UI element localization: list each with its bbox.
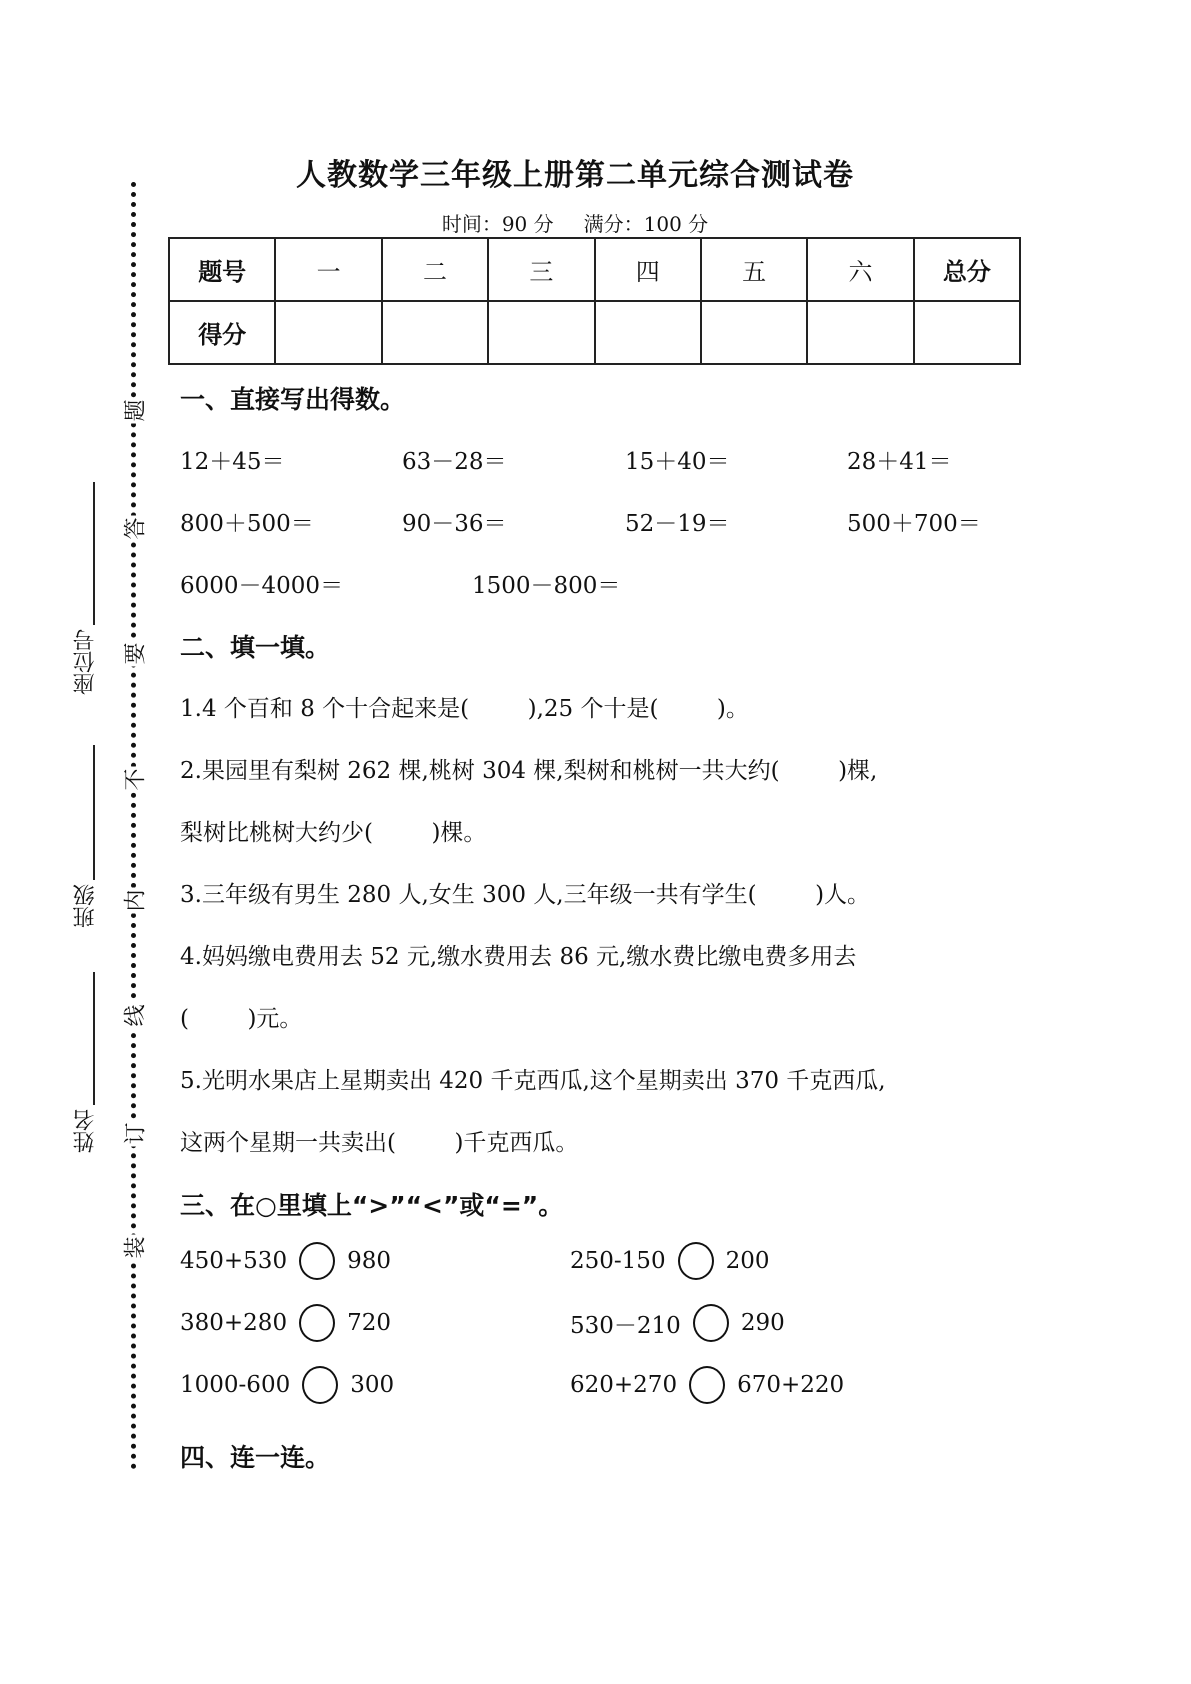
table-cell: 总分 bbox=[914, 238, 1020, 301]
page-title: 人教数学三年级上册第二单元综合测试卷 bbox=[296, 158, 854, 193]
table-cell: 六 bbox=[807, 238, 913, 301]
score-cell[interactable] bbox=[382, 301, 488, 364]
name-blank[interactable] bbox=[93, 972, 95, 1107]
margin-warning-char: 订 bbox=[119, 1121, 150, 1147]
class-label: 班级 bbox=[70, 880, 101, 932]
question-text: 1.4 个百和 8 个十合起来是( ),25 个十是( )。 bbox=[180, 696, 749, 722]
margin-warning-char: 线 bbox=[119, 1003, 150, 1029]
table-cell: 得分 bbox=[169, 301, 275, 364]
question-text: ( )元。 bbox=[180, 1006, 303, 1032]
answer-circle-icon[interactable] bbox=[302, 1366, 338, 1404]
calc-item: 63－28＝ bbox=[402, 449, 507, 475]
calc-item: 6000－4000＝ bbox=[180, 573, 344, 599]
calc-item: 500＋700＝ bbox=[847, 511, 981, 537]
seat-number-label: 座位号 bbox=[70, 625, 101, 699]
answer-circle-icon[interactable] bbox=[689, 1366, 725, 1404]
calc-item: 52－19＝ bbox=[625, 511, 730, 537]
compare-item: 530－210 290 bbox=[570, 1304, 785, 1342]
score-cell[interactable] bbox=[807, 301, 913, 364]
answer-circle-icon[interactable] bbox=[299, 1304, 335, 1342]
section-3-heading: 三、在○里填上“>”“<”或“=”。 bbox=[180, 1191, 564, 1220]
exam-info bbox=[0, 208, 1150, 237]
answer-circle-icon[interactable] bbox=[693, 1304, 729, 1342]
section-4-heading: 四、连一连。 bbox=[180, 1443, 331, 1472]
question-text: 这两个星期一共卖出( )千克西瓜。 bbox=[180, 1130, 579, 1156]
class-blank[interactable] bbox=[93, 745, 95, 885]
table-cell: 题号 bbox=[169, 238, 275, 301]
calc-item: 28＋41＝ bbox=[847, 449, 952, 475]
compare-item: 620+270 670+220 bbox=[570, 1366, 844, 1404]
compare-item: 380+280 720 bbox=[180, 1304, 391, 1342]
calc-item: 800＋500＝ bbox=[180, 511, 314, 537]
table-row-question-numbers bbox=[169, 238, 1020, 301]
margin-warning-char: 题 bbox=[119, 398, 150, 424]
compare-item: 1000-600 300 bbox=[180, 1366, 394, 1404]
table-cell: 三 bbox=[488, 238, 594, 301]
section-1-heading: 一、直接写出得数。 bbox=[180, 385, 406, 414]
seat-number-blank[interactable] bbox=[93, 482, 95, 632]
score-cell[interactable] bbox=[701, 301, 807, 364]
full-score: 满分：100 分 bbox=[583, 212, 709, 236]
section-2-heading: 二、填一填。 bbox=[180, 633, 331, 662]
name-label: 姓名 bbox=[70, 1105, 101, 1157]
margin-warning-char: 内 bbox=[119, 888, 150, 914]
score-cell[interactable] bbox=[488, 301, 594, 364]
margin-warning-char: 要 bbox=[119, 641, 150, 667]
score-cell[interactable] bbox=[595, 301, 701, 364]
table-row-scores bbox=[169, 301, 1020, 364]
calc-item: 12＋45＝ bbox=[180, 449, 285, 475]
time-limit: 时间：90 分 bbox=[441, 212, 554, 236]
score-cell[interactable] bbox=[914, 301, 1020, 364]
question-text: 2.果园里有梨树 262 棵,桃树 304 棵,梨树和桃树一共大约( )棵, bbox=[180, 758, 878, 784]
question-text: 梨树比桃树大约少( )棵。 bbox=[180, 820, 487, 846]
answer-circle-icon[interactable] bbox=[678, 1242, 714, 1280]
table-cell: 二 bbox=[382, 238, 488, 301]
calc-item: 15＋40＝ bbox=[625, 449, 730, 475]
answer-circle-icon[interactable] bbox=[299, 1242, 335, 1280]
calc-item: 90－36＝ bbox=[402, 511, 507, 537]
question-text: 4.妈妈缴电费用去 52 元,缴水费用去 86 元,缴水费比缴电费多用去 bbox=[180, 944, 857, 970]
margin-warning-char: 不 bbox=[119, 767, 150, 793]
score-cell[interactable] bbox=[275, 301, 381, 364]
table-cell: 四 bbox=[595, 238, 701, 301]
score-table bbox=[168, 237, 1021, 365]
compare-item: 250-150 200 bbox=[570, 1242, 769, 1280]
question-text: 5.光明水果店上星期卖出 420 千克西瓜,这个星期卖出 370 千克西瓜, bbox=[180, 1068, 886, 1094]
question-text: 3.三年级有男生 280 人,女生 300 人,三年级一共有学生( )人。 bbox=[180, 882, 871, 908]
margin-warning-char: 答 bbox=[119, 516, 150, 542]
binding-dotted-line bbox=[131, 182, 136, 1470]
table-cell: 五 bbox=[701, 238, 807, 301]
table-cell: 一 bbox=[275, 238, 381, 301]
compare-item: 450+530 980 bbox=[180, 1242, 391, 1280]
margin-warning-char: 装 bbox=[119, 1235, 150, 1261]
calc-item: 1500－800＝ bbox=[472, 573, 621, 599]
